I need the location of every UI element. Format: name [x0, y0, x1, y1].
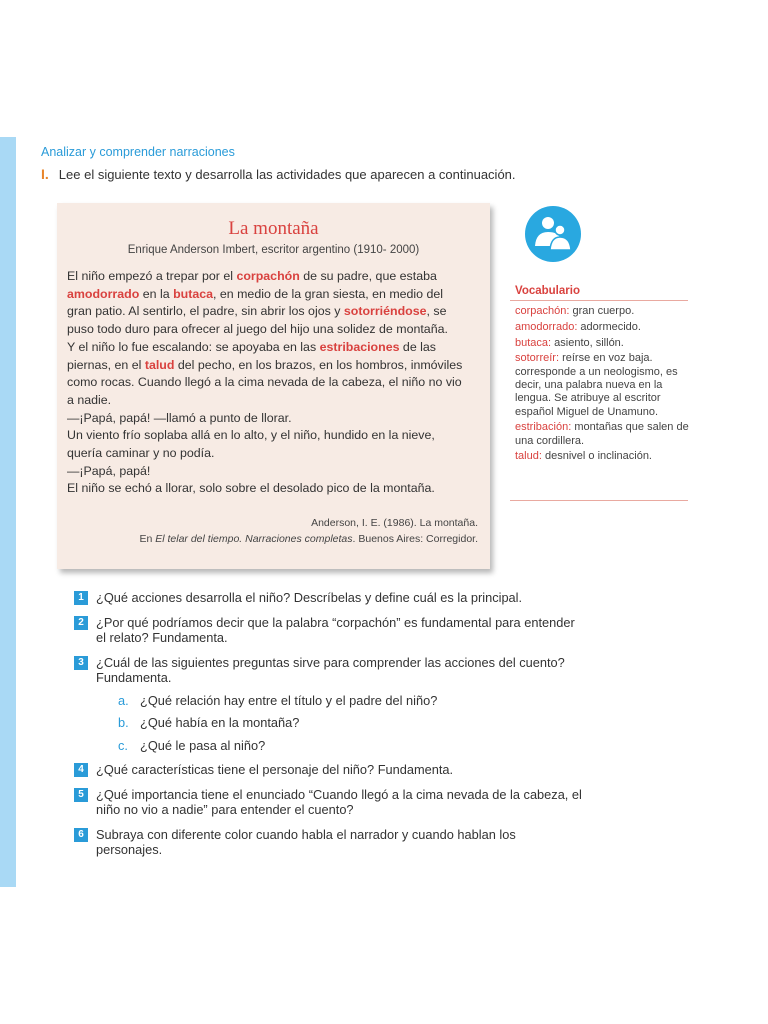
- vocabulary-term: sotorreír:: [515, 352, 560, 365]
- question-item: [74, 590, 584, 606]
- questions-list: [74, 590, 584, 867]
- reading-text: , se: [426, 304, 447, 319]
- vocabulary-rule-bottom: [510, 500, 688, 501]
- reading-line: [67, 374, 487, 392]
- question-item: [74, 615, 584, 646]
- vocabulary-word: talud: [144, 357, 175, 372]
- reading-line: [67, 357, 487, 375]
- reading-citation: [139, 515, 478, 547]
- vocabulary-word: butaca: [173, 286, 213, 301]
- reading-line: [67, 268, 487, 286]
- question-number-badge: 3: [74, 656, 88, 670]
- instruction-text: Lee el siguiente texto y desarrolla las actividades que aparecen a continuación.: [58, 167, 516, 182]
- question-number-badge: 4: [74, 763, 88, 777]
- vocabulary-item: [515, 352, 690, 418]
- reading-text: Y el niño lo fue escalando: se apoyaba en las: [67, 339, 320, 354]
- question-number-badge: 2: [74, 616, 88, 630]
- vocabulary-item: [515, 305, 690, 318]
- option-letter: b.: [118, 715, 129, 730]
- reading-line: [67, 463, 487, 481]
- reading-text: , en medio de la gran siesta, en medio del: [213, 286, 444, 301]
- reading-line: [67, 392, 487, 410]
- question-item: [74, 762, 584, 778]
- question-item: [74, 655, 584, 754]
- reading-text: El niño se echó a llorar, solo sobre el desolado pico de la montaña.: [67, 481, 435, 496]
- reading-text: —¡Papá, papá! —llamó a punto de llorar.: [67, 410, 292, 425]
- question-number-badge: 1: [74, 591, 88, 605]
- reading-text: como rocas. Cuando llegó a la cima nevada de la cabeza, el niño no vio: [67, 375, 462, 390]
- two-people-icon: [525, 206, 581, 262]
- reading-text: en la: [139, 286, 174, 301]
- citation-line-2: En El telar del tiempo. Narraciones completas. Buenos Aires: Corregidor.: [139, 533, 478, 545]
- vocabulary-definition: reírse en voz baja. corresponde a un neologismo, es decir, una palabra nueva en la lengua. Se atribuye al escritor español Miguel de Unamuno.: [515, 352, 678, 418]
- vocabulary-term: talud:: [515, 450, 542, 463]
- vocabulary-item: [515, 450, 690, 463]
- reading-line: [67, 321, 487, 339]
- vocabulary-definition: desnivel o inclinación.: [541, 450, 652, 463]
- option-letter: a.: [118, 692, 129, 708]
- option-letter: c.: [118, 737, 128, 753]
- question-text: ¿Qué importancia tiene el enunciado “Cuando llegó a la cima nevada de la cabeza, el niño no vio a nadie” para entender el cuento?: [96, 786, 582, 817]
- reading-text: El niño empezó a trepar por el: [67, 269, 237, 283]
- vocabulary-definition: montañas que salen de una cordillera.: [515, 421, 689, 447]
- reading-text: piernas, en el: [67, 357, 145, 372]
- question-option: [96, 693, 584, 709]
- vocabulary-word: corpachón: [236, 269, 300, 283]
- vocabulary-term: corpachón:: [515, 305, 570, 317]
- reading-text: quería caminar y no podía.: [67, 446, 215, 461]
- vocabulary-term: butaca:: [515, 336, 552, 349]
- reading-line: [67, 427, 487, 445]
- reading-line: [67, 286, 487, 304]
- reading-line: [67, 410, 487, 428]
- vocabulary-term: amodorrado:: [515, 320, 578, 333]
- question-number-badge: 6: [74, 828, 88, 842]
- reading-text: a nadie.: [67, 392, 112, 407]
- vocabulary-item: [515, 337, 690, 350]
- reading-author: Enrique Anderson Imbert, escritor argentino (1910- 2000): [127, 244, 420, 256]
- reading-text: del pecho, en los brazos, en los hombros, inmóviles: [174, 357, 463, 372]
- question-number-badge: 5: [74, 788, 88, 802]
- reading-line: [67, 445, 487, 463]
- instruction: [41, 166, 516, 182]
- question-text: ¿Por qué podríamos decir que la palabra “corpachón” es fundamental para entender el relato? Fundamenta.: [96, 614, 575, 645]
- vocabulary-definition: asiento, sillón.: [551, 336, 624, 349]
- reading-text: Un viento frío soplaba allá en lo alto, y el niño, hundido en la nieve,: [67, 428, 435, 443]
- vocabulary-word: sotorriéndose: [343, 304, 427, 319]
- reading-line: [67, 339, 487, 357]
- vocabulary-definition: adormecido.: [577, 320, 641, 333]
- option-text: ¿Qué relación hay entre el título y el padre del niño?: [140, 692, 438, 708]
- question-option: [96, 738, 584, 754]
- reading-line: [67, 303, 487, 321]
- vocabulary-term: estribación:: [515, 421, 572, 434]
- reading-title: La montaña: [228, 218, 319, 239]
- reading-text: —¡Papá, papá!: [67, 463, 151, 478]
- question-text: ¿Cuál de las siguientes preguntas sirve para comprender las acciones del cuento? Fundamenta.: [96, 654, 565, 685]
- option-text: ¿Qué había en la montaña?: [140, 715, 300, 730]
- citation-line-1: Anderson, I. E. (1986). La montaña.: [311, 517, 478, 529]
- vocabulary-word: estribaciones: [319, 339, 400, 354]
- question-text: ¿Qué acciones desarrolla el niño? Descríbelas y define cuál es la principal.: [96, 590, 523, 605]
- question-item: [74, 787, 584, 818]
- reading-text: puso todo duro para ofrecer al juego del hijo una solidez de montaña.: [67, 322, 448, 337]
- reading-text: de su padre, que estaba: [299, 269, 437, 283]
- question-item: [74, 827, 584, 858]
- instruction-number: I.: [41, 166, 49, 182]
- vocabulary-word: amodorrado: [67, 286, 140, 301]
- question-text: Subraya con diferente color cuando habla el narrador y cuando hablan los personajes.: [96, 826, 516, 857]
- vocabulary-item: [515, 321, 690, 334]
- vocabulary-definition: gran cuerpo.: [569, 305, 635, 317]
- vocabulary-heading: Vocabulario: [515, 285, 580, 297]
- vocabulary-item: [515, 421, 690, 448]
- vocabulary-list: [515, 305, 690, 466]
- reading-body: [67, 268, 487, 498]
- left-margin-strip: [0, 137, 16, 887]
- section-title: Analizar y comprender narraciones: [41, 145, 235, 159]
- option-text: ¿Qué le pasa al niño?: [140, 737, 266, 753]
- reading-text: gran patio. Al sentirlo, el padre, sin abrir los ojos y: [67, 304, 344, 319]
- reading-text: de las: [399, 339, 436, 354]
- vocabulary-rule-top: [510, 300, 688, 301]
- question-option: [96, 715, 584, 731]
- reading-card: [57, 203, 490, 569]
- question-text: ¿Qué características tiene el personaje del niño? Fundamenta.: [96, 762, 454, 777]
- reading-line: [67, 480, 487, 498]
